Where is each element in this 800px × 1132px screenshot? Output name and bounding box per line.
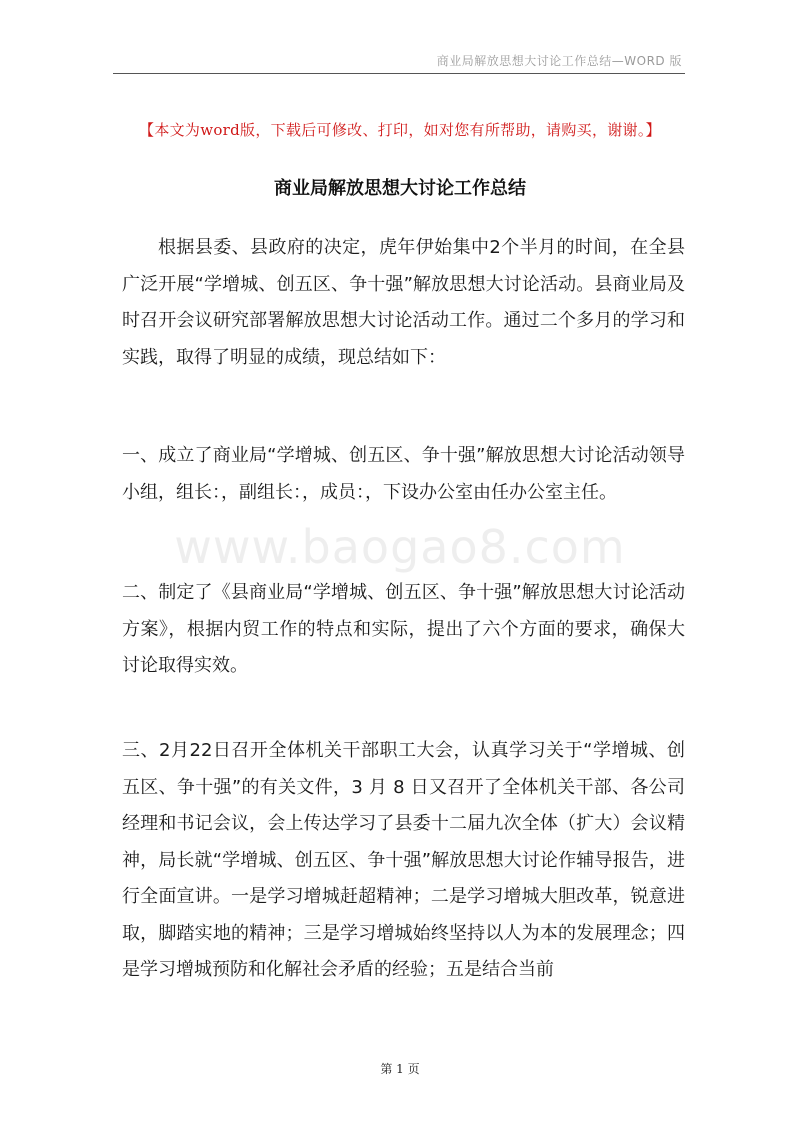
page-number: 第 1 页: [380, 1062, 420, 1076]
paragraph-section-3: 三、2月22日召开全体机关干部职工大会，认真学习关于“学增城、创五区、争十强”的有关文件，3 月 8 日又召开了全体机关干部、各公司经理和书记会议，会上传达学习了县委十二届九次全体（扩大）会议精神，局长就“学增城、创五区、争十强”解放思想大讨论作辅导报告，进行全面宣讲。一是学习增城赶超精神；二是学习增城大胆改革，锐意进取，脚踏实地的精神；三是学习增城始终坚持以人为本的发展理念；四是学习增城预防和化解社会矛盾的经验；五是结合当前: [122, 740, 685, 980]
running-header: 商业局解放思想大讨论工作总结—WORD 版: [436, 54, 682, 68]
document-title: 商业局解放思想大讨论工作总结: [274, 178, 526, 199]
download-notice: 【本文为word版，下载后可修改、打印，如对您有所帮助，请购买，谢谢。】: [139, 121, 661, 139]
paragraph-section-2: 二、制定了《县商业局“学增城、创五区、争十强”解放思想大讨论活动方案》，根据内贸工作的特点和实际，提出了六个方面的要求，确保大讨论取得实效。: [122, 582, 685, 676]
paragraph-section-1: 一、成立了商业局“学增城、创五区、争十强”解放思想大讨论活动领导小组，组长：，副组长：，成员：，下设办公室由任办公室主任。: [122, 445, 685, 503]
watermark: www.baogao8.com: [174, 520, 626, 574]
paragraph-intro: 根据县委、县政府的决定，虎年伊始集中2个半月的时间，在全县广泛开展“学增城、创五区、争十强”解放思想大讨论活动。县商业局及时召开会议研究部署解放思想大讨论活动工作。通过二个多月的学习和实践，取得了明显的成绩，现总结如下：: [122, 237, 685, 368]
header-divider: [113, 73, 685, 74]
